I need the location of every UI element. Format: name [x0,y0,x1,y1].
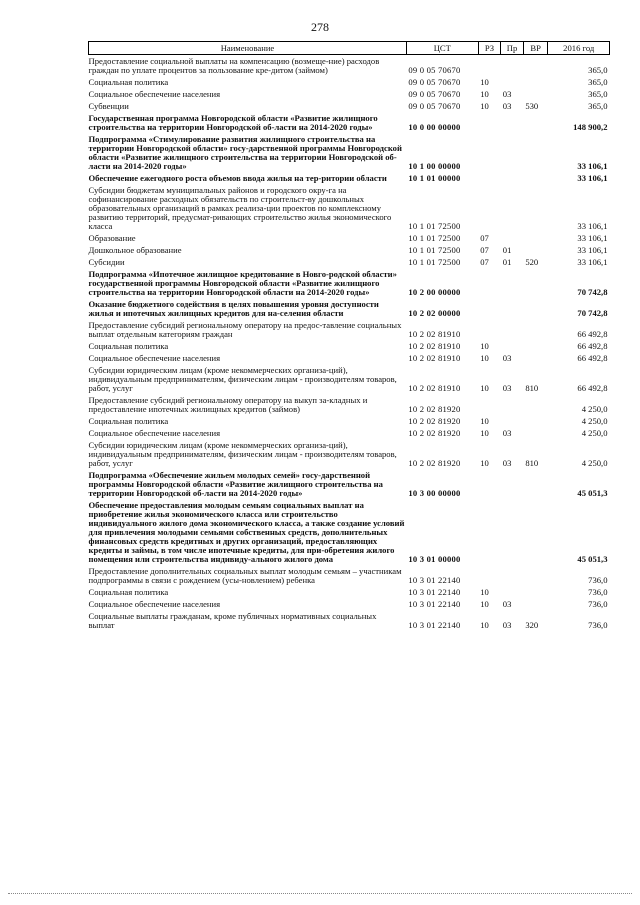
row-cst: 10 2 02 81910 [408,340,461,351]
row-pr [501,340,524,352]
row-name: Подпрограмма «Стимулирование развития жилищного строительства на территории Новгородской области» госу-дарственной программы Новгородской области «Развитие жилищного строительства на территории Новгородской об-ласти на 2014-2020 годы» [88,133,402,171]
row-cst: 09 0 05 70670 [408,88,461,99]
row-vr: 810 [525,382,539,393]
row-name: Социальные выплаты гражданам, кроме публичных нормативных социальных выплат [88,610,377,630]
row-name: Предоставление социальной выплаты на компенсацию (возмеще-ние) расходов граждан по уплате процентов за пользование кре-дитом (займом) [88,55,380,75]
row-cst: 10 3 01 22140 [408,574,461,585]
row-cst: 10 3 01 22140 [408,598,461,609]
row-name: Обеспечение ежегодного роста объемов ввода жилья на тер-ритории области [88,172,387,183]
row-rz [478,499,501,565]
row-name: Социальная политика [88,340,169,351]
row-rz [478,469,501,499]
row-vr [523,244,548,256]
row-amount: 33 106,1 [577,232,608,243]
row-pr: 01 [502,256,512,267]
row-pr [501,298,524,319]
row-rz [478,298,501,319]
row-amount: 4 250,0 [581,403,608,414]
row-vr [523,586,548,598]
row-vr: 810 [525,457,539,468]
row-amount: 66 492,8 [577,382,608,393]
row-pr: 03 [502,457,512,468]
row-amount: 148 900,2 [573,121,608,132]
row-rz: 10 [480,340,489,351]
row-pr: 03 [502,598,512,609]
row-cst: 10 2 02 81910 [408,382,461,393]
row-rz [478,112,501,133]
row-vr [523,298,548,319]
row-pr [501,133,524,172]
table-row [89,415,610,427]
table-row [89,172,610,184]
row-amount: 33 106,1 [577,256,608,267]
row-vr [523,499,548,565]
budget-table [88,41,610,631]
row-rz: 10 [480,457,489,468]
table-row [89,88,610,100]
row-vr [523,394,548,415]
row-pr [501,586,524,598]
row-vr [523,268,548,298]
row-amount: 4 250,0 [581,457,608,468]
row-rz [478,565,501,586]
table-header [89,42,610,55]
row-name: Дошкольное образование [88,244,182,255]
table-row [89,598,610,610]
row-vr [523,55,548,77]
table-row [89,469,610,499]
table-row [89,319,610,340]
row-pr: 03 [502,352,512,363]
row-rz: 10 [480,88,489,99]
table-row [89,340,610,352]
row-name: Социальное обеспечение населения [88,352,221,363]
table-row [89,256,610,268]
row-pr [501,172,524,184]
row-pr [501,76,524,88]
row-name: Социальная политика [88,415,169,426]
row-amount: 4 250,0 [581,427,608,438]
row-cst: 09 0 05 70670 [408,64,461,75]
row-pr [501,232,524,244]
row-pr [501,319,524,340]
row-rz: 07 [480,256,489,267]
row-rz: 07 [480,232,489,243]
row-cst: 10 2 02 81920 [408,457,461,468]
table-row [89,76,610,88]
row-amount: 66 492,8 [577,328,608,339]
table-row [89,55,610,77]
row-cst: 10 1 01 72500 [408,232,461,243]
table-row [89,268,610,298]
row-pr: 03 [502,427,512,438]
row-cst: 10 1 00 00000 [408,160,461,171]
row-pr [501,415,524,427]
row-cst: 10 0 00 00000 [408,121,461,132]
row-rz: 10 [480,352,489,363]
row-name: Социальное обеспечение населения [88,88,221,99]
row-amount: 736,0 [588,574,608,585]
row-amount: 33 106,1 [577,220,608,231]
row-amount: 4 250,0 [581,415,608,426]
row-vr [523,469,548,499]
table-row [89,133,610,172]
row-cst: 10 3 01 22140 [408,586,461,597]
row-cst: 10 2 02 81910 [408,328,461,339]
row-pr: 03 [502,100,512,111]
row-rz [478,55,501,77]
row-rz [478,394,501,415]
row-cst: 10 3 01 00000 [408,553,461,564]
row-name: Социальное обеспечение населения [88,598,221,609]
row-rz [478,319,501,340]
table-row [89,499,610,565]
row-cst: 10 1 01 72500 [408,256,461,267]
row-vr: 320 [525,619,539,630]
row-pr: 03 [502,382,512,393]
table-row [89,244,610,256]
table-row [89,394,610,415]
table-row [89,100,610,112]
row-rz: 10 [480,586,489,597]
header-vr: ВР [523,42,548,55]
row-amount: 736,0 [588,598,608,609]
row-amount: 365,0 [588,88,608,99]
row-amount: 33 106,1 [577,172,608,183]
row-rz: 10 [480,415,489,426]
row-name: Субсидии юридическим лицам (кроме некоммерческих организа-ций), индивидуальным предпринимателям, физическим лицам - производителям товаров, работ, услуг [88,364,397,393]
row-amount: 33 106,1 [577,160,608,171]
row-vr [523,598,548,610]
row-amount: 45 051,3 [577,553,608,564]
table-row [89,352,610,364]
table-row [89,298,610,319]
row-name: Подпрограмма «Обеспечение жильем молодых семей» госу-дарственной программы Новгородской области «Развитие жилищного строительства на территории Новгородской об-ласти на 2014-2020 годы» [88,469,383,498]
row-amount: 365,0 [588,76,608,87]
row-pr [501,268,524,298]
header-cst: ЦСТ [406,42,478,55]
row-cst: 10 1 01 72500 [408,220,461,231]
row-pr [501,184,524,232]
row-cst: 10 2 02 81910 [408,352,461,363]
row-vr [523,112,548,133]
row-amount: 66 492,8 [577,340,608,351]
row-name: Оказание бюджетного содействия в целях повышения уровня доступности жилья и ипотечных жилищных кредитов для на-селения области [88,298,379,318]
row-vr: 530 [525,100,539,111]
row-cst: 09 0 05 70670 [408,100,461,111]
row-vr [523,76,548,88]
row-rz: 10 [480,100,489,111]
row-name: Субсидии юридическим лицам (кроме некоммерческих организа-ций), индивидуальным предпринимателям, физическим лицам - производителям товаров, работ, услуг [88,439,397,468]
row-name: Государственная программа Новгородской области «Развитие жилищного строительства на территории Новгородской об-ласти на 2014-2020 годы» [88,112,378,132]
row-cst: 10 1 01 00000 [408,172,461,183]
row-name: Социальная политика [88,76,169,87]
row-cst: 10 2 00 00000 [408,286,461,297]
row-amount: 66 492,8 [577,352,608,363]
row-pr: 01 [502,244,512,255]
row-vr [523,415,548,427]
header-name: Наименование [89,42,407,55]
bottom-dotted-line [8,893,632,894]
row-vr [523,88,548,100]
row-cst: 10 2 02 81920 [408,403,461,414]
row-amount: 736,0 [588,586,608,597]
row-amount: 70 742,8 [577,286,608,297]
row-rz [478,133,501,172]
row-vr [523,427,548,439]
row-cst: 10 3 01 22140 [408,619,461,630]
row-amount: 45 051,3 [577,487,608,498]
row-name: Предоставление субсидий региональному оператору на предос-тавление социальных выплат отдельным категориям граждан [88,319,402,339]
row-cst: 09 0 05 70670 [408,76,461,87]
row-rz: 10 [480,598,489,609]
page-number: 278 [311,20,329,34]
row-vr [523,232,548,244]
row-name: Субвенции [88,100,129,111]
row-name: Субсидии бюджетам муниципальных районов и городского окру-га на софинансирование расходных обязательств по строительст-ву дошкольных образовательных организаций в рамках реализа-ции проектов по комплексному развитию территорий, предусмат-ривающих строительство жилья экономического класса [88,184,392,231]
row-vr [523,352,548,364]
header-year: 2016 год [548,42,610,55]
row-cst: 10 2 02 81920 [408,415,461,426]
table-row [89,112,610,133]
table-body [89,55,610,632]
table-row [89,586,610,598]
table-row [89,427,610,439]
row-rz: 10 [480,76,489,87]
row-name: Социальное обеспечение населения [88,427,221,438]
row-pr [501,112,524,133]
row-vr [523,319,548,340]
row-name: Подпрограмма «Ипотечное жилищное кредитование в Новго-родской области» государственной программы Новгородской области «Развитие жилищного строительства на территории Новгородской области на 2014-2020 годы» [88,268,397,297]
row-cst: 10 1 01 72500 [408,244,461,255]
row-pr [501,469,524,499]
header-rz: РЗ [478,42,501,55]
row-cst: 10 2 02 00000 [408,307,461,318]
row-rz: 07 [480,244,489,255]
row-name: Предоставление дополнительных социальных выплат молодым семьям – участникам подпрограммы в связи с рождением (усы-новлением) ребенка [88,565,402,585]
row-rz: 10 [480,619,489,630]
row-rz [478,268,501,298]
row-rz: 10 [480,427,489,438]
row-amount: 365,0 [588,100,608,111]
row-vr [523,172,548,184]
header-pr: Пр [501,42,524,55]
table-row [89,565,610,586]
row-cst: 10 2 02 81920 [408,427,461,438]
row-name: Предоставление субсидий региональному оператору на выкуп за-кладных и предоставление ипотечных жилищных кредитов (займов) [88,394,368,414]
row-name: Социальная политика [88,586,169,597]
row-vr [523,565,548,586]
row-vr: 520 [525,256,539,267]
row-amount: 736,0 [588,619,608,630]
row-vr [523,340,548,352]
row-pr: 03 [502,619,512,630]
row-name: Субсидии [88,256,125,267]
table-row [89,439,610,469]
row-pr [501,394,524,415]
table-row [89,184,610,232]
row-pr [501,55,524,77]
row-amount: 70 742,8 [577,307,608,318]
row-amount: 365,0 [588,64,608,75]
row-amount: 33 106,1 [577,244,608,255]
row-pr: 03 [502,88,512,99]
row-rz [478,172,501,184]
table-row [89,232,610,244]
row-rz: 10 [480,382,489,393]
row-name: Образование [88,232,136,243]
table-row [89,610,610,631]
row-cst: 10 3 00 00000 [408,487,461,498]
row-pr [501,565,524,586]
row-vr [523,133,548,172]
row-rz [478,184,501,232]
row-pr [501,499,524,565]
row-name: Обеспечение предоставления молодым семьям социальных выплат на приобретение жилья экономического класса или строительство индивидуального жилого дома экономического класса, а также создание условий для привлечения молодыми семьями собственных средств, дополнительных финансовых средств кредитных и других организаций, предоставляющих кредиты и займы, в том числе ипотечные кредиты, для при-обретения жилого помещения или строительства индивиду-ального жилого дома [88,499,405,564]
row-vr [523,184,548,232]
table-row [89,364,610,394]
